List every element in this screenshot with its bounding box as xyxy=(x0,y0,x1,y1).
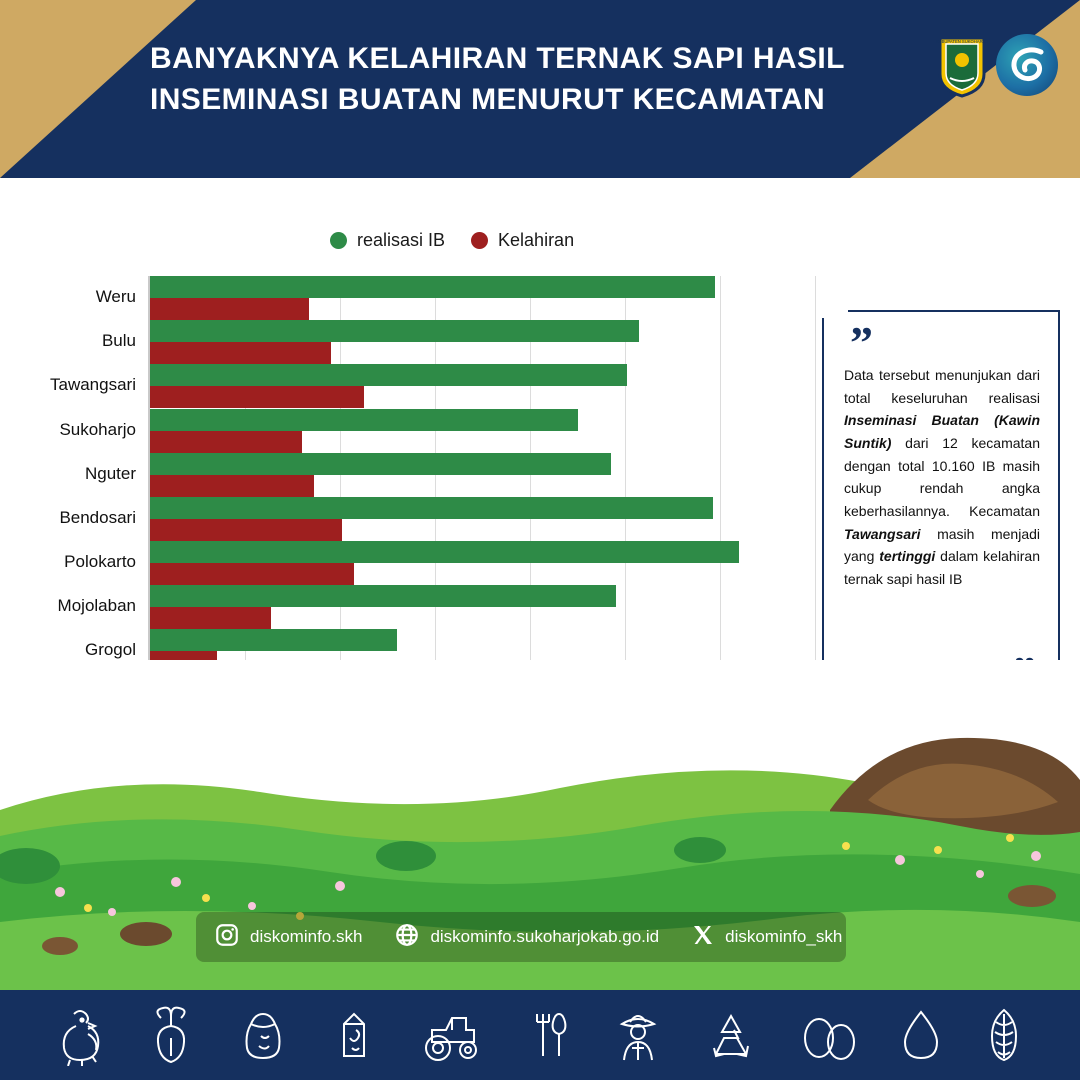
chart-category-group xyxy=(95,276,813,320)
legend-swatch-green xyxy=(330,232,347,249)
tractor-icon xyxy=(418,1004,488,1066)
chart-bar xyxy=(150,431,302,453)
eggs-icon xyxy=(795,1004,861,1066)
quote-segment: masih menjadi yang xyxy=(844,525,1040,565)
chart-bar xyxy=(150,276,715,298)
x-twitter-icon xyxy=(691,923,715,952)
chart-bar xyxy=(150,386,364,408)
svg-text:KABUPATEN SUKOHARJO: KABUPATEN SUKOHARJO xyxy=(936,39,988,44)
diskominfo-swirl-logo-icon xyxy=(996,34,1058,96)
quote-emphasis: Tawangsari xyxy=(844,525,921,542)
quote-emphasis: tertinggi xyxy=(879,548,936,565)
chart-bar xyxy=(150,320,639,342)
legend-item-kelahiran xyxy=(471,230,574,251)
chart-legend xyxy=(330,230,650,251)
chart-category-group xyxy=(57,585,813,629)
globe-icon xyxy=(394,922,420,953)
header-banner xyxy=(0,0,1080,178)
corn-icon xyxy=(980,1004,1028,1066)
instagram-handle: diskominfo.skh xyxy=(250,927,363,946)
y-axis-category-label: Weru xyxy=(95,287,136,307)
chart-category-group xyxy=(101,320,813,364)
quote-segment: Data tersebut menunjukan dari total keseluruhan realisasi xyxy=(844,367,1040,406)
chart-category-group xyxy=(59,409,813,453)
rice-sack-icon xyxy=(235,1004,291,1066)
chart-bar xyxy=(150,497,713,519)
beet-icon xyxy=(143,1004,199,1066)
chart-bar xyxy=(150,409,578,431)
y-axis-category-label: Nguter xyxy=(84,463,136,483)
page-title: BANYAKNYA KELAHIRAN TERNAK SAPI HASIL INSEMINASI BUATAN MENURUT KECAMATAN xyxy=(150,42,845,117)
footer-icon-strip xyxy=(0,990,1080,1080)
recycle-icon xyxy=(702,1004,760,1066)
y-axis-category-label: Bendosari xyxy=(59,507,136,527)
quote-open-mark: ” xyxy=(850,317,873,368)
farm-tools-icon xyxy=(523,1004,575,1066)
quote-segment: dari 12 kecamatan dengan total 10.160 IB masih cukup rendah angka keberhasilannya. Kecamatan xyxy=(844,435,1040,520)
milk-carton-icon xyxy=(326,1004,382,1066)
social-bar xyxy=(196,912,846,962)
chart-bar xyxy=(150,364,627,386)
social-website[interactable] xyxy=(394,922,659,953)
chart-bar xyxy=(150,541,739,563)
legend-item-realisasi-ib xyxy=(330,230,445,251)
quote-segment: dalam kelahiran ternak sapi hasil IB xyxy=(844,548,1040,588)
quote-card xyxy=(822,310,1060,700)
chart-bar xyxy=(150,342,331,364)
y-axis-category-label: Mojolaban xyxy=(57,596,136,616)
social-x[interactable] xyxy=(691,923,842,952)
chart-category-group xyxy=(59,497,813,541)
chart-bar xyxy=(150,475,314,497)
legend-label-realisasi-ib: realisasi IB xyxy=(357,230,446,250)
chart-category-group xyxy=(84,453,813,497)
water-drop-icon xyxy=(897,1004,945,1066)
y-axis-category-label: Polokarto xyxy=(64,552,136,572)
chart-bar xyxy=(150,298,309,320)
chart-bar xyxy=(150,629,397,651)
chicken-icon xyxy=(52,1004,108,1066)
website-url: diskominfo.sukoharjokab.go.id xyxy=(430,927,660,946)
y-axis-category-label: Sukoharjo xyxy=(59,419,136,439)
x-handle: diskominfo_skh xyxy=(725,927,843,946)
legend-swatch-red xyxy=(471,232,488,249)
y-axis-category-label: Grogol xyxy=(84,640,136,660)
quote-card-notch-top xyxy=(822,310,848,318)
y-axis-category-label: Bulu xyxy=(101,331,136,351)
chart-bar xyxy=(150,519,342,541)
y-axis-category-label: Tawangsari xyxy=(50,375,136,395)
chart-bar xyxy=(150,607,271,629)
chart-bar xyxy=(150,585,616,607)
social-instagram[interactable] xyxy=(214,922,362,953)
instagram-icon xyxy=(214,922,240,953)
quote-text xyxy=(844,364,1040,591)
farmer-icon xyxy=(610,1004,666,1066)
chart-bar xyxy=(150,563,354,585)
kabupaten-sukoharjo-crest-icon xyxy=(936,34,988,98)
chart-category-group xyxy=(50,364,813,408)
quote-emphasis: Inseminasi Buatan (Kawin Suntik) xyxy=(844,412,1040,452)
chart-bar xyxy=(150,453,611,475)
chart-category-group xyxy=(64,541,813,585)
legend-label-kelahiran: Kelahiran xyxy=(498,230,575,250)
